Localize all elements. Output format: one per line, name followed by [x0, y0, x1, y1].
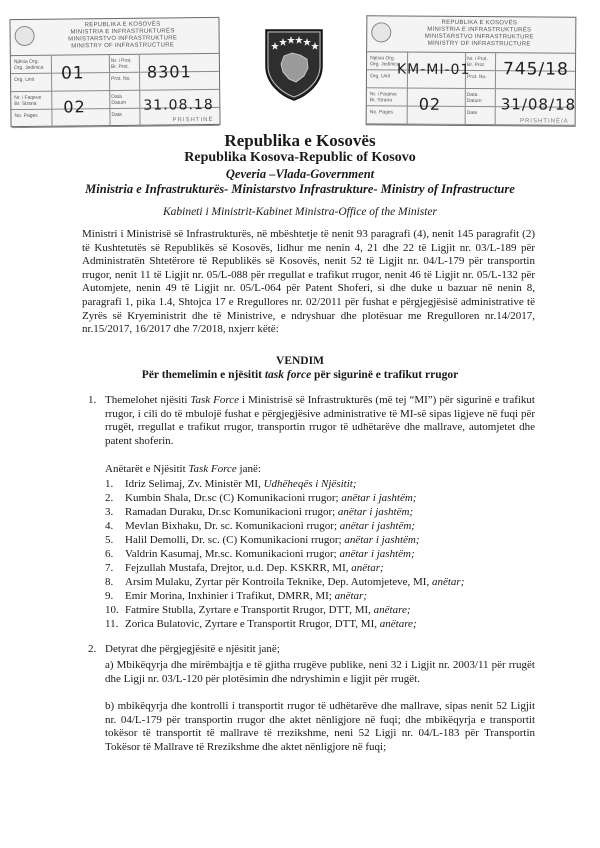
list-item: 11. Zorica Bulatovic, Zyrtare e Transportit Rrugor, DTT, MI, anëtare; [105, 618, 417, 630]
point-number: 1. [88, 394, 97, 406]
members-list [105, 477, 535, 631]
stamp-org-unit-value: KM-MI-01 [396, 61, 471, 78]
stamp-date-value: 31/08/18 [500, 95, 577, 114]
cabinet-heading: Kabineti i Ministrit-Kabinet Ministra-Office of the Minister [162, 206, 438, 218]
stamp-label: Date [111, 111, 123, 119]
duty-item-b: b) mbikëqyrja dhe kontrolli i transportit rrugor të udhëtarëve dhe mallrave, sipas nenit 52 Ligjit nr. 04/L-179 për transportin rrugor dhe aktet nënligjore në fuqi; dhe mbikëqyrja e transportit tokësor të transportit të mallrave të rrezikshme, neni 52 Ligji nr. 04/L-183 për Transportin Tokësor të Mallrave të Rrezikshme dhe aktet nënligjore në fuqi; [105, 700, 535, 753]
ministry-heading: Ministria e Infrastrukturës- Ministarstvo Infrastrukture- Ministry of Infrastructure [85, 182, 515, 196]
stamp-label: Nr. i Faqeve Br. Strana [14, 94, 42, 108]
stamp-date-value: 31.08.18 [143, 96, 214, 114]
stamp-header [10, 18, 218, 56]
list-item: 3. Ramadan Duraku, Dr.sc Komunikacioni rrugor; anëtar i jashtëm; [105, 506, 414, 518]
stamp-label: No. Pages [14, 112, 38, 120]
stamp-header-line: REPUBLIKA E KOSOVËS [84, 21, 161, 29]
stamp-label: Prot. No. [111, 75, 131, 83]
preamble-paragraph: Ministri i Ministrisë së Infrastrukturës, në mbështetje të nenit 93 paragrafi (4), nenit 145 paragrafit (2) të Kushtetutës së Republikës së Kosovës, lidhur me nenin 4, 21 dhe 22 të Ligjit nr. 03/L-189 për Administratën Shtetërore të Republikës së Kosovës, nenit 52 të Ligjit nr. 04/L-179 për transportin rrugor, nenit 11 të Ligjit nr. 05/L-088 për rregullat e trafikut rrugor, nenit 46 të Ligjit nr. 05/L-132 për Automjete, nenin 49 të Ligjit nr. 05/L-064 për Patent Shoferi, si dhe duke u bazuar në nenin 8, paragrafi 1, pika 1.4, Shtojca 17 e Rregullores nr. 02/2011 për fushat e përgjegjësisë administrative të Zyrës së Kryeministrit dhe të Ministrive, e ndryshuar dhe plotësuar me Rregulloren nr.14/2017, nr.15/2017, 16/2017 dhe 7/2018, nxjerr këtë: [82, 228, 535, 336]
list-item: 4. Mevlan Bixhaku, Dr. sc. Komunikacioni rrugor; anëtar i jashtëm; [105, 520, 415, 532]
stamp-protocol-value: 8301 [146, 62, 192, 82]
stamp-label: Nr. i Prot. Br. Prot. [110, 57, 132, 71]
republic-heading: Republika e Kosovës [224, 131, 376, 150]
stamp-header-line: MINISTRY OF INFRASTRUCTURE [71, 42, 175, 50]
stamp-label: Njësia Org. Org. Jedinica [13, 58, 44, 72]
stamp-header-line: REPUBLIKA E KOSOVËS [441, 19, 518, 27]
members-intro: Anëtarët e Njësitit Task Force janë: [105, 463, 261, 475]
stamp-header-line: MINISTARSTVO INFRASTRUKTURE [68, 35, 178, 43]
stamp-header [367, 16, 575, 53]
stamp-label: Nr. i Prot. Br. Prot. [467, 55, 488, 69]
list-item: 9. Emir Morina, Inxhinier i Trafikut, DMRR, MI; anëtar; [105, 590, 367, 602]
registry-stamp-right [366, 15, 577, 126]
registry-stamp-left [9, 17, 220, 127]
stamp-label: Data Datum [466, 91, 482, 105]
list-item: 10. Fatmire Stublla, Zyrtare e Transportit Rrugor, DTT, MI, anëtare; [105, 604, 411, 616]
list-item: 1. Idriz Selimaj, Zv. Ministër MI, Udhëheqës i Njësitit; [105, 478, 357, 490]
stamp-org-unit-value: 01 [60, 63, 85, 84]
stamp-label: Date [466, 109, 478, 117]
point-number: 2. [88, 643, 97, 655]
list-item: 7. Fejzullah Mustafa, Drejtor, u.d. Dep. KSKRR, MI, anëtar; [105, 562, 384, 574]
stamp-protocol-value: 745/18 [502, 59, 569, 80]
stamp-label: Nr. i Faqeve Br. Strana [369, 91, 397, 104]
duty-item-a: a) Mbikëqyrja dhe mirëmbajtja e të gjitha rrugëve publike, neni 32 i Ligjit nr. 2003/11 për rrugët dhe Ligji nr. 03/L-120 për plotësimin dhe ndryshimin e ligjit për rrugët. [105, 659, 535, 685]
stamp-label: Org. Unit [369, 73, 390, 80]
stamp-header-line: MINISTRIA E INFRASTRUKTURËS [427, 26, 532, 34]
list-item: 6. Valdrin Kasumaj, Mr.sc. Komunikacioni rrugor; anëtar i jashtëm; [105, 548, 415, 560]
kosovo-coat-of-arms-icon [262, 26, 326, 102]
stamp-footer: PRISHTINË/A [519, 118, 569, 125]
list-item: 8. Arsim Mulaku, Zyrtar për Kontroila Teknike, Dep. Automjeteve, MI, anëtar; [105, 576, 465, 588]
stamp-label: Org. Unit [14, 76, 35, 84]
decision-subtitle: Për themelimin e njësitit task force për sigurinë e trafikut rrugor [141, 369, 459, 381]
stamp-pages-value: 02 [63, 97, 86, 117]
stamp-label: Data Datum [111, 93, 127, 107]
stamp-header-line: MINISTARSTVO INFRASTRUKTURE [424, 33, 534, 41]
duties-intro: Detyrat dhe përgjegjësitë e njësitit janë; [105, 643, 280, 655]
stamp-footer: PRISHTINË [172, 116, 214, 124]
republic-multilingual-heading: Republika Kosova-Republic of Kosovo [184, 150, 416, 165]
stamp-label: No. Pages [369, 109, 394, 116]
point1-paragraph: Themelohet njësiti Task Force i Ministrisë së Infrastrukturës (më tej “MI”) për sigurinë e trafikut rrugor, i cili do të mbulojë fushat e përgjegjësive administrative të MI-së sipas ligjeve në fuqi për rrugët, rregullat e trafikut rrugor, transportin rrugor të udhëtarëve dhe mallrave, automjetet dhe patent shoferin. [105, 394, 535, 447]
list-item: 5. Halil Demolli, Dr. sc. (C) Komunikacioni rrugor; anëtar i jashtëm; [105, 534, 420, 546]
stamp-seal-icon [371, 22, 391, 42]
stamp-label: Prot. No. [466, 73, 487, 81]
stamp-label: Njësia Org. Org. Jedinica [370, 55, 400, 68]
list-item: 2. Kumbin Shala, Dr.sc (C) Komunikacioni rrugor; anëtar i jashtëm; [105, 492, 417, 504]
stamp-header-line: MINISTRIA E INFRASTRUKTURËS [70, 28, 175, 36]
stamp-seal-icon [15, 26, 35, 46]
government-heading: Qeveria –Vlada-Government [225, 167, 375, 181]
decision-title: VENDIM [276, 355, 324, 367]
stamp-pages-value: 02 [418, 94, 442, 114]
stamp-header-line: MINISTRY OF INFRASTRUCTURE [427, 40, 531, 48]
